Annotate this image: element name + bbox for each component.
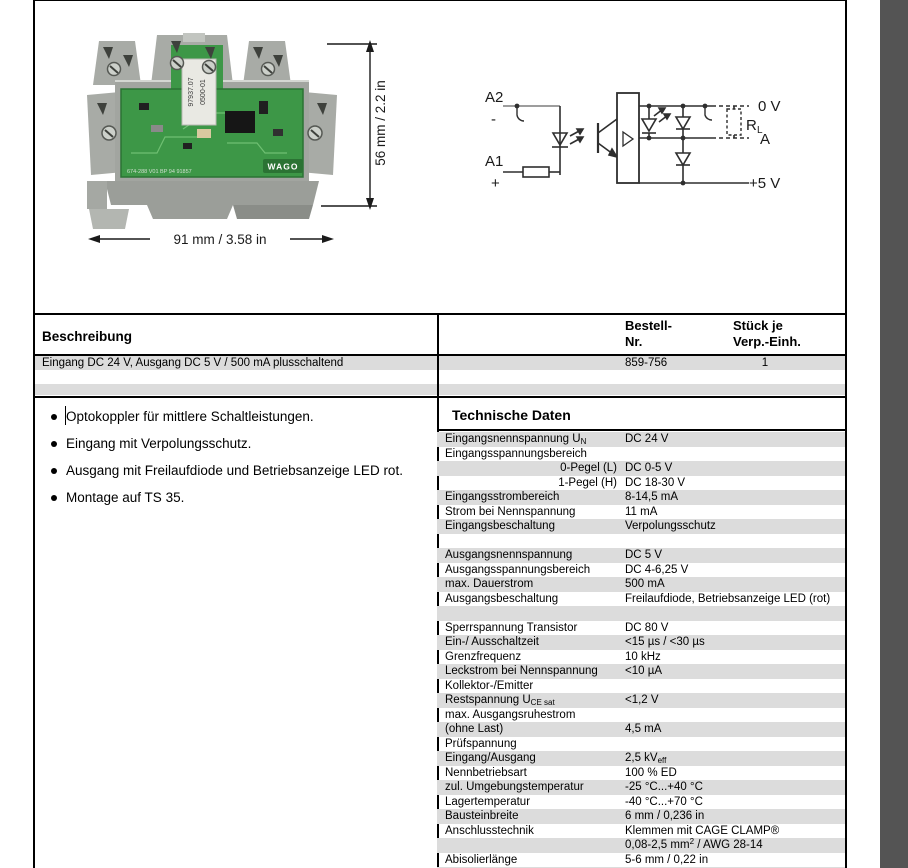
rail-label-5v: +5 V (749, 175, 781, 192)
tech-row-value (625, 795, 845, 810)
feature-text: Ausgang mit Freilaufdiode und Betriebsanzeige LED rot. (66, 463, 403, 478)
text-segment: DC 0-5 V (625, 462, 673, 474)
tech-row-label (445, 577, 617, 592)
text-segment: Eingangsbeschaltung (445, 520, 555, 532)
brand-logo: WAGO (267, 161, 299, 172)
load-resistor-label-sub: L (757, 125, 763, 136)
tech-row (437, 635, 845, 650)
tech-row-value (625, 476, 845, 491)
text-segment: 11 mA (625, 505, 658, 518)
text-segment: 2 (689, 837, 695, 846)
tech-row-label (445, 548, 617, 563)
tech-row-value (625, 432, 845, 447)
text-segment: CE sat (530, 698, 555, 707)
tech-row-label (445, 476, 617, 491)
tech-row-label (445, 809, 617, 824)
text-segment: Anschlusstechnik (445, 824, 534, 837)
text-segment: / AWG 28-14 (694, 839, 763, 851)
tech-row-label (445, 751, 617, 766)
pcb-print-text: 674-288 V01 BP 94 91857 (127, 169, 192, 175)
tech-row (437, 664, 845, 679)
tech-rows (437, 1, 845, 868)
tech-row (437, 693, 845, 708)
text-segment: 0,08-2,5 mm (625, 839, 690, 851)
text-segment: 0-Pegel (L) (560, 462, 617, 474)
text-segment: -40 °C...+70 °C (625, 795, 703, 808)
text-segment: zul. Umgebungstemperatur (445, 781, 584, 793)
rail-label-a: A (760, 131, 771, 148)
text-segment: Eingangsspannungsbereich (445, 447, 587, 460)
tech-row-value (625, 838, 845, 853)
tech-row-label (445, 592, 617, 607)
text-segment: <1,2 V (625, 694, 659, 706)
text-segment: Sperrspannung Transistor (445, 621, 578, 634)
tech-row (437, 824, 845, 839)
text-segment: 10 kHz (625, 650, 661, 663)
text-segment: Ein-/ Ausschaltzeit (445, 636, 539, 648)
tech-row-value (625, 592, 845, 607)
tech-row-value (625, 563, 845, 578)
text-segment: N (580, 437, 587, 446)
tech-row-label (445, 650, 617, 665)
page-frame (33, 0, 847, 868)
pcb-label-line2: 0500-01 (200, 79, 207, 105)
text-segment: 8-14,5 mA (625, 491, 679, 503)
tech-row (437, 534, 845, 549)
feature-list-item (35, 435, 435, 453)
tech-row-label (445, 853, 617, 868)
tech-row (437, 621, 845, 636)
terminal-label-a2: A2 (485, 89, 504, 106)
text-segment: 500 mA (625, 578, 665, 590)
tech-row (437, 548, 845, 563)
text-segment: -25 °C...+40 °C (625, 781, 703, 793)
pcb-label-line1: 97937.07 (188, 77, 195, 107)
text-segment: Verpolungsschutz (625, 520, 716, 532)
feature-list-item (35, 462, 435, 480)
tech-row (437, 447, 845, 462)
width-dimension-label: 91 mm / 3.58 in (173, 232, 267, 247)
tech-row (437, 809, 845, 824)
text-segment: Eingang/Ausgang (445, 752, 536, 764)
order-table-header-description: Beschreibung (42, 329, 133, 344)
tech-row-value (625, 548, 845, 563)
load-resistor-label: R (746, 117, 757, 134)
tech-row (437, 722, 845, 737)
tech-row (437, 505, 845, 520)
tech-row-value (625, 519, 845, 534)
text-segment: Restspannung U (445, 694, 531, 706)
order-table-header-pack-qty: Stück je Verp.-Einh. (733, 318, 801, 349)
height-dimension-label: 56 mm / 2.2 in (373, 80, 388, 166)
tech-row-value (625, 461, 845, 476)
bullet-icon (51, 468, 57, 474)
tech-row (437, 737, 845, 752)
tech-row-label (445, 447, 617, 462)
tech-row-value (625, 809, 845, 824)
tech-row (437, 461, 845, 476)
text-segment: (ohne Last) (445, 723, 504, 735)
tech-row-value (625, 577, 845, 592)
tech-row (437, 766, 845, 781)
feature-text: Eingang mit Verpolungsschutz. (66, 436, 252, 451)
tech-row-label (445, 693, 617, 708)
tech-row-label (445, 490, 617, 505)
text-segment: max. Dauerstrom (445, 578, 534, 590)
text-segment: <15 µs / <30 µs (625, 636, 705, 648)
text-segment: Lagertemperatur (445, 795, 531, 808)
tech-row-label (445, 519, 617, 534)
tech-row-value (625, 853, 845, 868)
text-segment: 5-6 mm / 0,22 in (625, 853, 709, 866)
tech-row-value (625, 766, 845, 781)
tech-row (437, 751, 845, 766)
tech-row (437, 476, 845, 491)
text-segment: 100 % ED (625, 766, 677, 779)
tech-row-label (445, 505, 617, 520)
tech-row (437, 838, 845, 853)
tech-data-title: Technische Daten (452, 407, 571, 423)
bullet-icon (51, 495, 57, 501)
text-segment: Klemmen mit CAGE CLAMP® (625, 824, 780, 837)
tech-row-label (445, 722, 617, 737)
text-segment: 6 mm / 0,236 in (625, 810, 705, 822)
tech-row (437, 853, 845, 868)
tech-row-value (625, 664, 845, 679)
text-segment: 1-Pegel (H) (558, 476, 617, 489)
text-segment: eff (657, 756, 667, 765)
text-segment: Leckstrom bei Nennspannung (445, 665, 598, 677)
tech-row-label (445, 664, 617, 679)
tech-row-label (445, 795, 617, 810)
tech-row (437, 490, 845, 505)
tech-row (437, 679, 845, 694)
tech-row-label (445, 635, 617, 650)
tech-row-value (625, 505, 845, 520)
tech-row-label (445, 708, 617, 723)
text-segment: Ausgangsbeschaltung (445, 592, 559, 605)
text-segment: Eingangsnennspannung U (445, 433, 581, 445)
text-segment: 2,5 kV (625, 752, 658, 764)
text-segment: Prüfspannung (445, 737, 517, 750)
tech-row (437, 795, 845, 810)
tech-row-label (445, 737, 617, 752)
order-row-description: Eingang DC 24 V, Ausgang DC 5 V / 500 mA plusschaltend (42, 357, 344, 369)
tech-row-label (445, 766, 617, 781)
feature-text: Montage auf TS 35. (66, 490, 185, 505)
polarity-minus: - (491, 111, 496, 128)
feature-list-item (35, 408, 435, 426)
terminal-label-a1: A1 (485, 153, 504, 170)
text-segment: Ausgangsspannungsbereich (445, 563, 591, 576)
tech-row-label (445, 461, 617, 476)
tech-row-value (625, 650, 845, 665)
tech-row (437, 650, 845, 665)
tech-row (437, 519, 845, 534)
tech-row (437, 606, 845, 621)
polarity-plus: + (491, 175, 500, 192)
text-segment: 4,5 mA (625, 723, 662, 735)
tech-row-label (445, 621, 617, 636)
bullet-icon (51, 414, 57, 420)
rail-label-0v: 0 V (758, 98, 781, 115)
text-segment: DC 80 V (625, 621, 669, 634)
text-segment: Grenzfrequenz (445, 650, 522, 663)
text-segment: max. Ausgangsruhestrom (445, 708, 576, 721)
product-photo (75, 25, 405, 260)
text-segment: Nennbetriebsart (445, 766, 527, 779)
bullet-icon (51, 441, 57, 447)
tech-row-label (445, 824, 617, 839)
text-segment: Strom bei Nennspannung (445, 505, 576, 518)
text-segment: Ausgangsnennspannung (445, 549, 573, 561)
tech-row-label (445, 563, 617, 578)
text-segment: DC 5 V (625, 549, 663, 561)
text-segment: DC 24 V (625, 433, 669, 445)
tech-row-value (625, 621, 845, 636)
tech-row-value (625, 780, 845, 795)
tech-row (437, 577, 845, 592)
text-segment: Eingangsstrombereich (445, 491, 560, 503)
feature-text: Optokoppler für mittlere Schaltleistungen. (66, 409, 314, 424)
order-row-qty: 1 (761, 357, 769, 369)
order-row-number: 859-756 (625, 357, 668, 369)
tech-row-value (625, 722, 845, 737)
text-segment: DC 4-6,25 V (625, 563, 689, 576)
feature-list-item (35, 489, 435, 507)
tech-row-label (445, 780, 617, 795)
text-segment: Freilaufdiode, Betriebsanzeige LED (rot) (625, 592, 831, 605)
tech-row (437, 432, 845, 447)
tech-row-value (625, 824, 845, 839)
tech-row (437, 563, 845, 578)
order-table-header-order-no: Bestell- Nr. (625, 318, 672, 349)
text-segment: Bausteinbreite (445, 810, 519, 822)
tech-row-value (625, 751, 845, 766)
tech-row (437, 708, 845, 723)
tech-row-value (625, 490, 845, 505)
text-segment: DC 18-30 V (625, 476, 686, 489)
text-segment: Kollektor-/Emitter (445, 679, 534, 692)
tech-row (437, 592, 845, 607)
tech-row-label (445, 679, 617, 694)
tech-row-value (625, 693, 845, 708)
text-segment: <10 µA (625, 665, 662, 677)
text-segment: Abisolierlänge (445, 853, 518, 866)
tech-row (437, 780, 845, 795)
viewer-background-strip (880, 0, 908, 868)
tech-row-label (445, 432, 617, 447)
tech-row-value (625, 635, 845, 650)
